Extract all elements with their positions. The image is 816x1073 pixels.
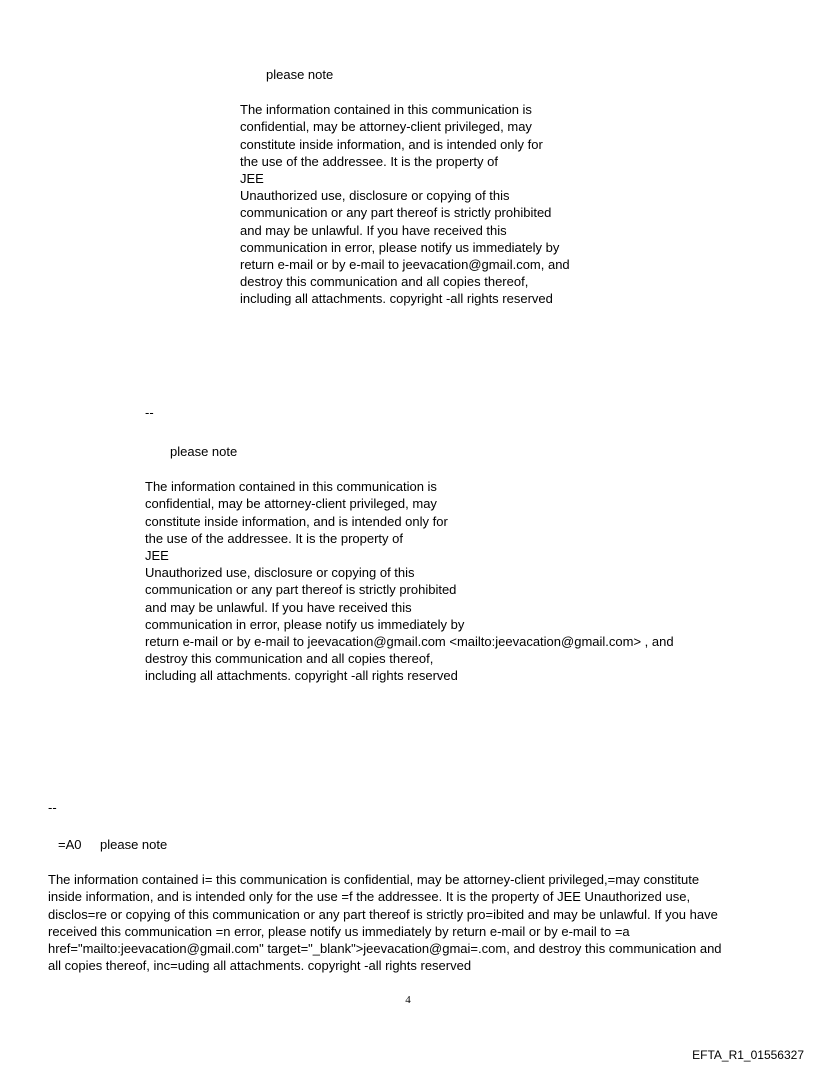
disclaimer-text bbox=[48, 871, 778, 974]
separator: -- bbox=[48, 800, 57, 815]
disclaimer-line: disclos=re or copying of this communication or any part thereof is strictly pro=ibited and may be unlawful. If you have bbox=[48, 906, 718, 922]
disclaimer-line: including all attachments. copyright -all rights reserved bbox=[240, 291, 553, 307]
disclaimer-line: confidential, may be attorney-client privileged, may bbox=[240, 119, 532, 135]
disclaimer-line: The information contained in this communication is bbox=[145, 479, 437, 495]
disclaimer-line: the use of the addressee. It is the property of bbox=[145, 530, 403, 546]
disclaimer-line: destroy this communication and all copies thereof, bbox=[240, 274, 529, 290]
disclaimer-line: JEE bbox=[145, 548, 169, 564]
disclaimer-line: the use of the addressee. It is the property of bbox=[240, 153, 498, 169]
disclaimer-line: destroy this communication and all copies thereof, bbox=[145, 651, 434, 667]
separator: -- bbox=[145, 405, 154, 420]
disclaimer-line: return e-mail or by e-mail to jeevacation@gmail.com, and bbox=[240, 257, 570, 273]
disclaimer-block-3 bbox=[48, 836, 778, 974]
disclaimer-line: including all attachments. copyright -all rights reserved bbox=[145, 668, 458, 684]
encoding-artifact: =A0 bbox=[58, 837, 82, 852]
disclaimer-line: return e-mail or by e-mail to jeevacation@gmail.com <mailto:jeevacation@gmail.com> , and bbox=[145, 634, 674, 650]
disclaimer-line: and may be unlawful. If you have received this bbox=[145, 599, 412, 615]
disclaimer-line: Unauthorized use, disclosure or copying of this bbox=[240, 188, 510, 204]
disclaimer-text bbox=[240, 101, 570, 307]
disclaimer-line: received this communication =n error, please notify us immediately by return e-mail or by e-mail to =a bbox=[48, 923, 630, 939]
document-id-footer: EFTA_R1_01556327 bbox=[692, 1048, 804, 1062]
please-note-heading: please note bbox=[170, 444, 238, 459]
disclaimer-line: Unauthorized use, disclosure or copying of this bbox=[145, 565, 415, 581]
disclaimer-line: The information contained in this communication is bbox=[240, 102, 532, 118]
disclaimer-text bbox=[145, 478, 674, 684]
please-note-text: please note bbox=[100, 837, 168, 852]
disclaimer-line: communication or any part thereof is strictly prohibited bbox=[145, 582, 457, 598]
please-note-heading: please note bbox=[266, 67, 334, 82]
disclaimer-line: communication or any part thereof is strictly prohibited bbox=[240, 205, 552, 221]
please-note-heading bbox=[48, 836, 778, 853]
disclaimer-line: communication in error, please notify us immediately by bbox=[145, 616, 465, 632]
disclaimer-line: JEE bbox=[240, 171, 264, 187]
page-number: 4 bbox=[405, 994, 411, 1006]
disclaimer-block-2 bbox=[145, 443, 674, 685]
disclaimer-line: href="mailto:jeevacation@gmail.com" target="_blank">jeevacation@gmai=.com, and destroy this communication and bbox=[48, 941, 722, 957]
disclaimer-line: confidential, may be attorney-client privileged, may bbox=[145, 496, 437, 512]
disclaimer-line: and may be unlawful. If you have received this bbox=[240, 222, 507, 238]
disclaimer-line: all copies thereof, inc=uding all attachments. copyright -all rights reserved bbox=[48, 958, 472, 974]
disclaimer-line: inside information, and is intended only for the use =f the addressee. It is the property of JEE Unauthorized use, bbox=[48, 889, 691, 905]
disclaimer-line: constitute inside information, and is intended only for bbox=[240, 136, 543, 152]
disclaimer-block-1 bbox=[240, 66, 570, 308]
disclaimer-line: communication in error, please notify us immediately by bbox=[240, 239, 560, 255]
disclaimer-line: constitute inside information, and is intended only for bbox=[145, 513, 448, 529]
disclaimer-line: The information contained i= this communication is confidential, may be attorney-client privileged,=may constitute bbox=[48, 872, 700, 888]
